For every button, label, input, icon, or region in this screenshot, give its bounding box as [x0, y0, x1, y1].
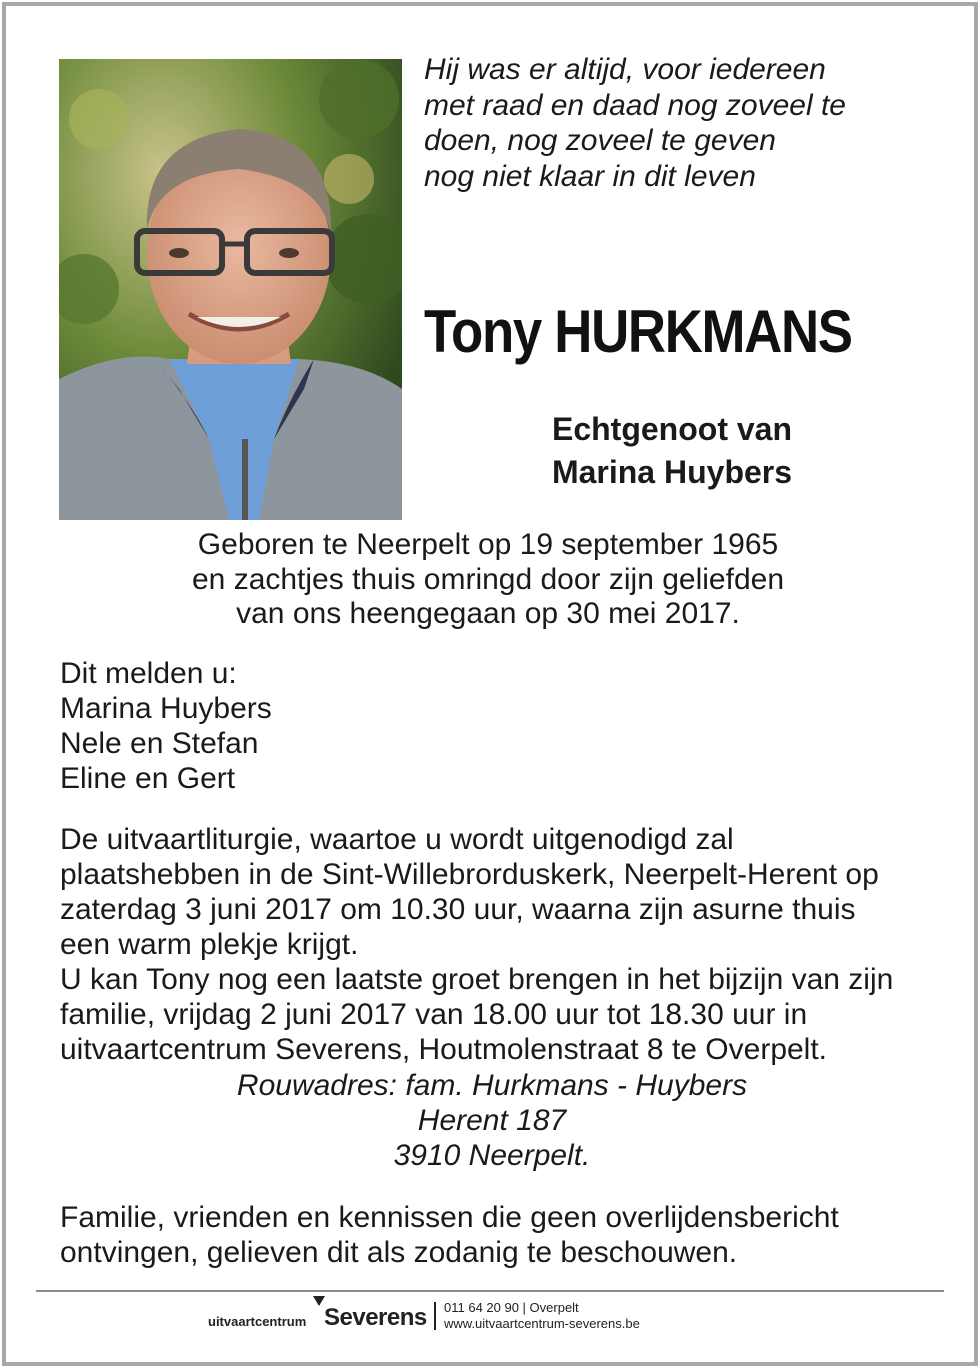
deceased-name: Tony HURKMANS: [424, 298, 852, 365]
closing-note: [60, 1200, 940, 1270]
address-line: 3910 Neerpelt.: [393, 1139, 591, 1172]
address-line: Herent 187: [417, 1104, 567, 1137]
closing-line: Familie, vrienden en kennissen die geen overlijdensbericht: [60, 1201, 839, 1234]
service-line: een warm plekje krijgt.: [60, 928, 359, 961]
service-details: [60, 822, 940, 1067]
birth-line: en zachtjes thuis omringd door zijn geliefden: [191, 562, 785, 596]
poem: [424, 52, 944, 194]
footer-divider: [36, 1290, 944, 1292]
service-line: uitvaartcentrum Severens, Houtmolenstraat 8 te Overpelt.: [60, 1033, 828, 1066]
address-line: Rouwadres: fam. Hurkmans - Huybers: [236, 1069, 748, 1102]
mourning-address: [60, 1068, 924, 1173]
portrait-photo: [59, 59, 402, 520]
service-line: De uitvaartliturgie, waartoe u wordt uitgenodigd zal: [60, 823, 734, 856]
poem-line: doen, nog zoveel te geven: [424, 124, 776, 157]
contact-phone: 011 64 20 90 | Overpelt: [444, 1300, 579, 1315]
announcer-name: Marina Huybers: [60, 692, 272, 725]
logo-brand: Severens: [324, 1304, 427, 1331]
poem-line: met raad en daad nog zoveel te: [424, 88, 846, 122]
service-line: familie, vrijdag 2 juni 2017 van 18.00 uur tot 18.30 uur in: [60, 998, 808, 1031]
footer: [200, 1296, 760, 1336]
service-line: plaatshebben in de Sint-Willebrorduskerk, Neerpelt-Herent op: [60, 858, 879, 891]
birth-death-statement: [60, 528, 916, 632]
service-line: U kan Tony nog een laatste groet brengen in het bijzijn van zijn: [60, 963, 894, 996]
footer-separator: [434, 1302, 436, 1330]
announcer-name: Nele en Stefan: [60, 727, 259, 760]
contact-website: www.uitvaartcentrum-severens.be: [444, 1316, 640, 1331]
logo-prefix: uitvaartcentrum: [208, 1314, 307, 1329]
birth-line: van ons heengegaan op 30 mei 2017.: [236, 597, 740, 630]
announcers-block: [60, 656, 660, 796]
closing-line: ontvingen, gelieven dit als zodanig te beschouwen.: [60, 1236, 738, 1269]
poem-line: Hij was er altijd, voor iedereen: [424, 53, 826, 86]
announcer-name: Eline en Gert: [60, 762, 236, 795]
announcers-heading: Dit melden u:: [60, 657, 237, 690]
service-line: zaterdag 3 juni 2017 om 10.30 uur, waarna zijn asurne thuis: [60, 893, 856, 926]
poem-line: nog niet klaar in dit leven: [424, 159, 756, 193]
birth-line: Geboren te Neerpelt op 19 september 1965: [197, 528, 779, 561]
relation-label: Echtgenoot van: [551, 411, 792, 447]
spouse-name: Marina Huybers: [551, 454, 793, 490]
spouse-relation: [480, 408, 864, 494]
contact-info: [444, 1300, 640, 1332]
